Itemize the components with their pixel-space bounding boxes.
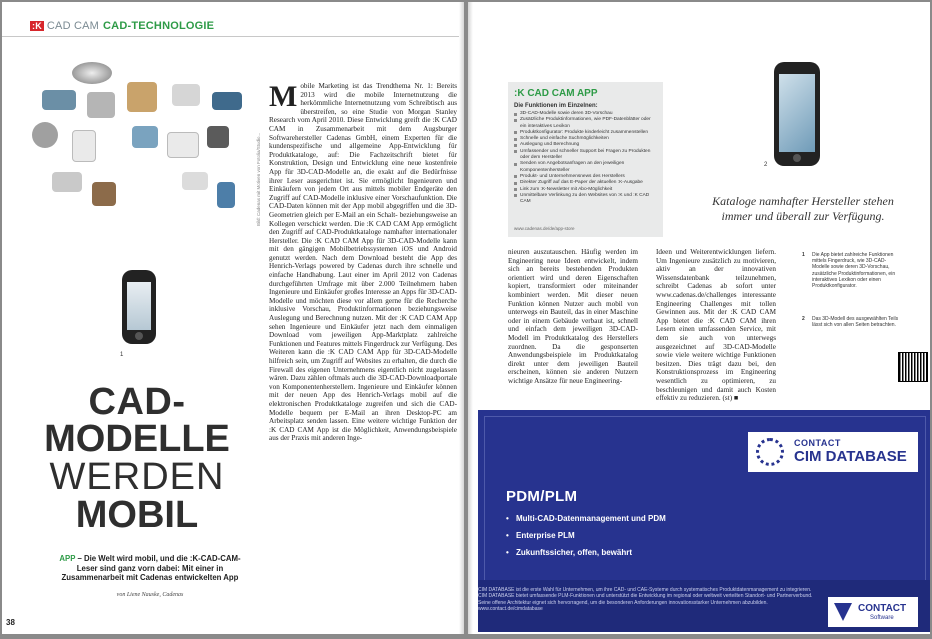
pull-quote: Kataloge namhafter Hersteller stehen immer und überall zur Verfügung. bbox=[712, 194, 894, 223]
lead-text: – Die Welt wird mobil, und die :K-CAD-CAM-Leser sind ganz vorn dabei: Mit einer in Zusammenarbeit mit Cadenas entwickelten App bbox=[61, 554, 241, 582]
feature-item: 3D-CAD-Modelle sowie deren 3D-Vorschau bbox=[514, 111, 657, 117]
caption-text: Das 3D-Modell des ausgewählten Teils lässt sich von allen Seiten betrachten. bbox=[812, 316, 899, 329]
caption-2 bbox=[802, 316, 902, 328]
phone-image bbox=[122, 270, 156, 344]
feature-item: Zusätzliche Produktinformationen, wie PDF-Datenblätter oder ein interaktives Lexikon bbox=[514, 117, 657, 130]
lead-tag: APP bbox=[59, 554, 76, 563]
article-column-1 bbox=[269, 82, 457, 443]
hero-illustration bbox=[32, 62, 252, 262]
headline-line-3: WERDEN bbox=[49, 456, 225, 498]
feature-item: Auslegung und Berechnung bbox=[514, 142, 657, 148]
caption-1 bbox=[802, 252, 902, 289]
contact-logo-name: CONTACT bbox=[858, 603, 907, 614]
brand-name: CAD CAM bbox=[46, 20, 100, 32]
feature-item: Link zum :K-Newsletter mit Abo-Möglichkeit bbox=[514, 187, 657, 193]
column-1-text: obile Marketing ist das Trendthema Nr. 1: Bereits 2013 wird die mobile Internetnutzung die herkömmliche Internetnutzung vom Schreibtisch aus überstreifen, so eine Studie von Morgan Stanley Research vom April 2010. Diese Entwicklung greift die :K CAD CAM in Zusammenarbeit mit dem Augsburger Softwarehersteller Cadenas GmbH, einem Experten für die kundenspezifische und allgemeine App-Entwicklung für Produktkataloge, auf: Die Fachzeitschrift bietet für Konstruktion, Design und Entwicklung eine neue kostenfreie App für 3D-CAD-Modelle an, die exakt auf die Bedürfnisse ihrer Leser ausgerichtet ist. Sie ermöglicht Ingenieuren und Einkäufern von jedem Ort aus mittels mobiler Endgeräte den Zugriff auf CAD-Modelle inklusive einer Vorschaufunktion. Die CAD-Daten können mit der App mobil abgegriffen und die 3D-Geometrien gleich per E-Mail an ein Schalt- beziehungsweise an Kollegen verschickt werden. Die :K CAD CAM App ermöglicht den Zugriff auf CAD-Produktkataloge namhafter internationaler Hersteller. Die :K CAD CAM App für 3D-CAD-Modelle kann mit den gängigen Mobilbetriebssystemen iOS und Android genutzt werden. Nach dem Download besteht die App des Henrich-Verlags powered by Cadenas durch ihre schnelle und einfache Handhabung. Laut einer im April 2012 von Cadenas durchgeführten Umfrage mit über 2.000 Teilnehmern haben Ingenieure und Einkäufer großes Interesse an Apps für 3D-CAD-Modelle und möchten diese vor allem gerne für die Recherche inklusive Vorschau, Produktinformationen beziehungsweise Auslegung und Berechnung nutzen. Mit der :K CAD CAM App sehen Ingenieure und Einkäufer jetzt nach dem einmaligen Download vom jeweiligen App-Marktplatz zahlreiche Funktionen und Features mittels Fingerdruck zur Verfügung. Des Weiteren kann die :K CAD CAM App für 3D-CAD-Modelle hilfreich sein, um Zugriff auf Websites zu erhalten, die durch die Firewall des eigenen Unternehmens eigentlich nicht zugelassen wären. Dazu zählen oftmals auch die 3D-CAD-Downloadportale von Komponentenherstellern. Ingenieure und Einkäufer können mit der neuen App des Henrich-Verlags mobil auf die elektronischen Produktkataloge zugreifen und sich die CAD-Modelle bequem per E-Mail an ihren Desktop-PC am Arbeitsplatz senden lassen. Eine weitere wichtige Funktion der :K CAD CAM App ist die Möglichkeit, Anwendungsbeispiele aus der Praxis mit anderen Inge- bbox=[269, 82, 457, 443]
ad-bullet: • Multi-CAD-Datenmanagement und PDM bbox=[506, 510, 666, 527]
feature-item: Direkter Zugriff auf das E-Paper der aktuellen :K-Ausgabe bbox=[514, 180, 657, 186]
headline-line-1: CAD- bbox=[88, 381, 186, 423]
figure-number-2: 2 bbox=[764, 162, 768, 168]
ad-logo bbox=[748, 432, 918, 472]
page-gutter-right bbox=[468, 2, 473, 634]
ad-bullet-list bbox=[506, 510, 666, 561]
headline-line-4: MOBIL bbox=[75, 494, 199, 536]
brand-logo-mark: :K bbox=[32, 21, 42, 31]
lead-paragraph bbox=[50, 554, 250, 583]
photo-credit: Bild: Cadenas mit Motiven von Fotolia/Studio... bbox=[256, 132, 261, 226]
caption-number: 1 bbox=[802, 252, 805, 258]
article-column-3: Ideen und Weiterentwicklungen liefern. Um Ingenieure zusätzlich zu motivieren, aktiv an der innovativen Wissensdatenbank teilzunehmen, schreibt Cadenas ab sofort unter www.cadenas.de/challenges interessante Engineering Challenges mit tollen Gewinnen aus. Mit der :K CAD CAM App bietet die :K CAD CAM ihren Lesern einen umfassenden Service, mit dem sie auch von unterwegs ausgezeichnet auf 3D-CAD-Modelle sowie viele weitere wichtige Funktionen besitzen. Dies trägt dazu bei, den Konstruktionsprozess im Engineering wesentlich zu optimieren, zu beschleunigen und damit auch Kosten effektiv zu reduzieren. (st) ■ bbox=[656, 248, 776, 403]
ad-footer-text: CIM DATABASE ist die erste Wahl für Unternehmen, um ihre CAD- und CAE-Systeme durch systematisches Produktdatenmanagement zu integrieren. CIM DATABASE bietet umfassende PLM-Funktionen und unterstützt die Entwicklung im regional oder weltweit verteilten Standort- und Partnerverbund. Seine offene Architektur eignet sich hervorragend, um die besonderen Anforderungen innovationsstarker Unternehmen abzubilden. www.contact.de/cimdatabase bbox=[478, 587, 813, 613]
right-page bbox=[468, 2, 930, 634]
article-column-2: nieuren auszutauschen. Häufig werden im Engineering neue Ideen entwickelt, indem sich an bereits bestehenden Produkten orientiert wird und deren Eigenschaften kopiert, transformiert oder miteinander kombiniert werden. Mit dieser neuen Funktion können Nutzer auch mobil von unterwegs ein Bauteil, das in einer Maschine oder in einem Gebäude verbaut ist, schnell und einfach dem jeweiligen 3D-CAD-Modell im Produktkatalog des Herstellers zuordnen. Da die gesponserten Anwendungsbeispiele im Produktkatalog direkt unter dem jeweiligen Bauteil erscheinen, können sie anderen Nutzern wichtige Ansätze für neue Engineering- bbox=[508, 248, 638, 385]
infobox-subtitle: Die Funktionen im Einzelnen: bbox=[514, 103, 598, 109]
contact-logo-icon bbox=[834, 603, 852, 621]
phone-image-2 bbox=[774, 62, 820, 166]
caption-text: Die App bietet zahlreiche Funktionen mittels Fingerdruck, wie 3D-CAD-Modelle sowie deren 3D-Vorschau, zusätzliche Produktinformationen, ein interaktives Lexikon oder einen Produktkonfigurator. bbox=[812, 252, 896, 290]
author-line: von Liene Nauske, Cadenas bbox=[116, 592, 184, 598]
left-page bbox=[2, 2, 464, 634]
section-name: CAD-TECHNOLOGIE bbox=[103, 20, 215, 32]
ad-bullet: • Zukunftssicher, offen, bewährt bbox=[506, 544, 666, 561]
contact-software-logo bbox=[828, 597, 918, 627]
header-divider bbox=[2, 36, 464, 37]
ad-logo-top: CONTACT bbox=[794, 438, 841, 448]
qr-code[interactable] bbox=[898, 352, 928, 382]
page-number: 38 bbox=[6, 618, 15, 627]
feature-list bbox=[508, 111, 663, 205]
feature-item: Produkt- und Unternehmensnews des Herstellers bbox=[514, 174, 657, 180]
ad-title: PDM/PLM bbox=[506, 488, 578, 505]
contact-logo-sub: Software bbox=[870, 615, 894, 621]
ad-logo-icon bbox=[756, 438, 784, 466]
caption-number: 2 bbox=[802, 316, 805, 322]
infobox-url[interactable]: www.cadenas.de/de/app-store bbox=[514, 226, 575, 231]
ad-bullet: • Enterprise PLM bbox=[506, 527, 666, 544]
app-feature-box bbox=[508, 82, 663, 237]
headline-line-2: MODELLE bbox=[44, 418, 230, 460]
page-gutter bbox=[459, 2, 464, 634]
feature-item: Schnelle und einfache Suchmöglichkeiten bbox=[514, 136, 657, 142]
drop-cap: M bbox=[269, 80, 298, 113]
feature-item: Senden von Angebotsanfragen an den jeweiligen Komponentenhersteller bbox=[514, 161, 657, 174]
section-header bbox=[30, 20, 214, 32]
infobox-title: :K CAD CAM APP bbox=[514, 88, 598, 99]
figure-number: 1 bbox=[120, 352, 124, 358]
feature-item: Produktkonfigurator: Produkte kinderleicht zusammenstellen bbox=[514, 130, 657, 136]
feature-item: Umfassender und schneller Support bei Fragen zu Produkten oder dem Hersteller bbox=[514, 149, 657, 162]
ad-logo-bottom: CIM DATABASE bbox=[794, 448, 907, 465]
feature-item: Unmittelbare Verlinkung zu den Websites von :K und :K CAD CAM bbox=[514, 193, 657, 206]
